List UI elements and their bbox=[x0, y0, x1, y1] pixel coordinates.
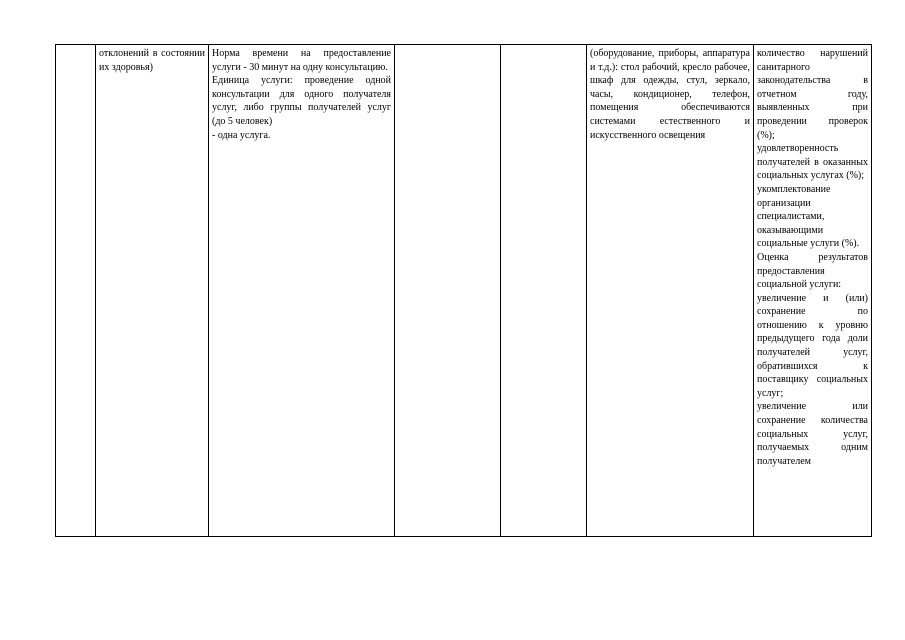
services-table bbox=[55, 44, 872, 537]
indicators-text bbox=[757, 47, 868, 468]
indicator-paragraph: удовлетворенность получателей в оказанных социальных услугах (%); bbox=[757, 143, 868, 182]
cell-empty-5 bbox=[501, 45, 587, 537]
conditions-text: (оборудование, приборы, аппаратура и т.д.): стол рабочий, кресло рабочее, шкаф для одежды, стул, зеркало, часы, кондиционер, телефон, помещения обеспечиваются системами естественного и искусственного освещения bbox=[590, 48, 750, 141]
indicator-paragraph: увеличение или сохранение количества социальных услуг, получаемых одним получателем bbox=[757, 401, 868, 467]
cell-number bbox=[56, 45, 96, 537]
norms-paragraph: Норма времени на предоставление услуги - 30 минут на одну консультацию. bbox=[212, 48, 391, 73]
cell-category bbox=[96, 45, 209, 537]
cell-empty-4 bbox=[395, 45, 501, 537]
indicator-paragraph: увеличение и (или) сохранение по отношению к уровню предыдущего года доли получателей услуг, обратившихся к поставщику социальных услуг; bbox=[757, 292, 868, 399]
category-text: отклонений в состоянии их здоровья) bbox=[99, 48, 205, 73]
norms-paragraph: Единица услуги: проведение одной консультации для одного получателя услуг, либо группы получателей услуг (до 5 человек) bbox=[212, 75, 391, 127]
cell-indicators bbox=[754, 45, 872, 537]
norms-text bbox=[212, 47, 391, 142]
cell-conditions bbox=[587, 45, 754, 537]
indicator-paragraph: укомплектование организации специалистами, оказывающими социальные услуги (%). bbox=[757, 183, 860, 250]
cell-norms bbox=[209, 45, 395, 537]
table-row bbox=[56, 45, 872, 537]
indicator-paragraph: Оценка результатов предоставления социальной услуги: bbox=[757, 251, 868, 291]
norms-paragraph: - одна услуга. bbox=[212, 129, 271, 141]
indicator-paragraph: количество нарушений санитарного законодательства в отчетном году, выявленных при проведении проверок (%); bbox=[757, 48, 868, 141]
